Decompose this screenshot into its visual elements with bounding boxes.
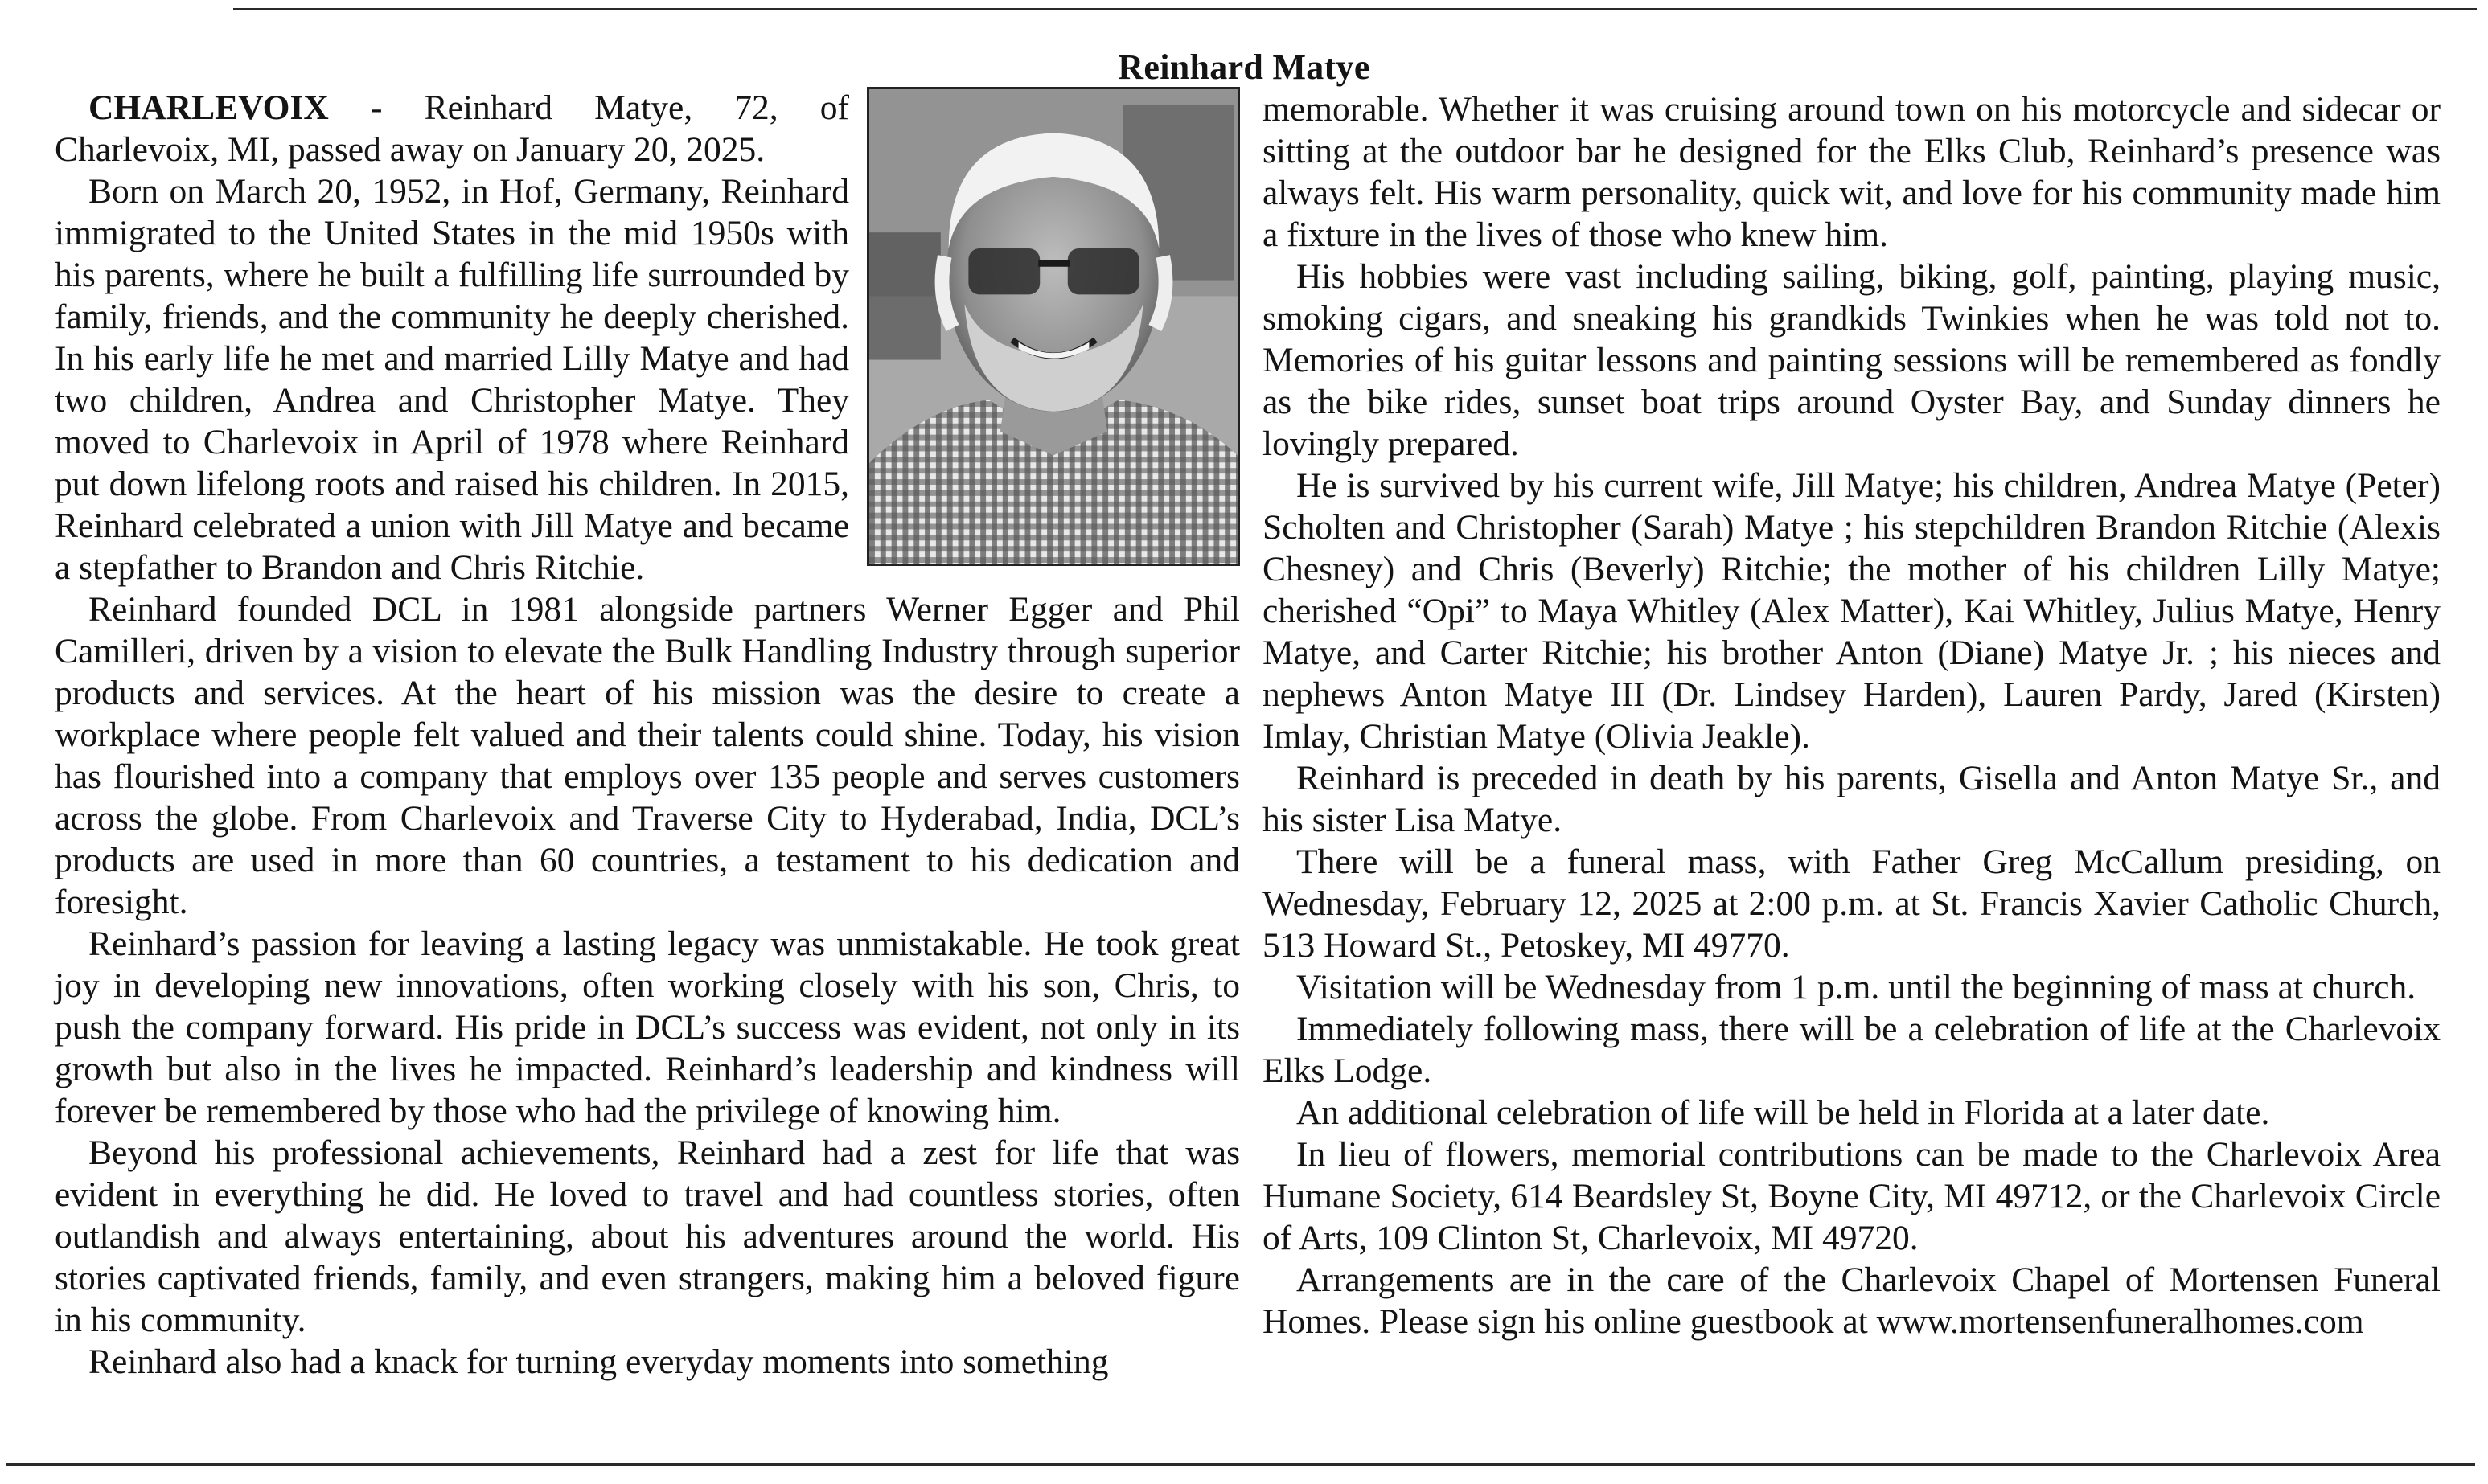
obituary-paragraph (55, 923, 1240, 1132)
paragraph-text: There will be a funeral mass, with Father Greg McCallum presiding, on Wednesday, February 12, 2025 at 2:00 p.m. at St. Francis Xavier Catholic Church, 513 Howard St., Petoskey, MI 49770. (1262, 842, 2441, 965)
obituary-paragraph (1262, 1259, 2441, 1343)
right-column (1262, 88, 2441, 1343)
paragraph-text: Reinhard’s passion for leaving a lasting legacy was unmistakable. He took great joy in developing new innovations, often working closely with his son, Chris, to push the company forward. His pride in DCL’s success was evident, not only in its growth but also in the lives he impacted. Reinhard’s leadership and kindness will forever be remembered by those who had the privilege of knowing him. (55, 924, 1240, 1130)
paragraph-text: In lieu of flowers, memorial contributions can be made to the Charlevoix Area Humane Society, 614 Beardsley St, Boyne City, MI 49712, or the Charlevoix Circle of Arts, 109 Clinton St, Charlevoix, MI 49720. (1262, 1135, 2441, 1257)
paragraph-text: memorable. Whether it was cruising around town on his motorcycle and sidecar or sitting at the outdoor bar he designed for the Elks Club, Reinhard’s presence was always felt. His warm personality, quick wit, and love for his community made him a fixture in the lives of those who knew him. (1262, 90, 2441, 254)
paragraph-text: He is survived by his current wife, Jill Matye; his children, Andrea Matye (Peter) Scholten and Christopher (Sarah) Matye ; his stepchildren Brandon Ritchie (Alexis Chesney) and Chris (Beverly) Ritchie; the mother of his children Lilly Matye; cherished “Opi” to Maya Whitley (Alex Matter), Kai Whitley, Julius Matye, Henry Matye, and Carter Ritchie; his brother Anton (Diane) Matye Jr. ; his nieces and nephews Anton Matye III (Dr. Lindsey Harden), Lauren Pardy, Jared (Kirsten) Imlay, Christian Matye (Olivia Jeakle). (1262, 466, 2441, 756)
paragraph-text: Born on March 20, 1952, in Hof, Germany, Reinhard immigrated to the United States in the mid 1950s with his parents, where he built a fulfilling life surrounded by family, friends, and the community he deeply cherished. In his early life he met and married Lilly Matye and had two children, Andrea and Christopher Matye. They moved to Charlevoix in April of 1978 where Reinhard put down lifelong roots and raised his children. In 2015, Reinhard celebrated a union with Jill Matye and became a stepfather to Brandon and Chris Ritchie. (55, 172, 849, 587)
bottom-rule (6, 1463, 2475, 1466)
paragraph-text: Reinhard also had a knack for turning everyday moments into something (88, 1343, 1109, 1381)
paragraph-text: Reinhard founded DCL in 1981 alongside partners Werner Egger and Phil Camilleri, driven by a vision to elevate the Bulk Handling Industry through superior products and services. At the heart of his mission was the desire to create a workplace where people felt valued and their talents could shine. Today, his vision has flourished into a company that employs over 135 people and serves customers across the globe. From Charlevoix and Traverse City to Hyderabad, India, DCL’s products are used in more than 60 countries, a testament to his dedication and foresight. (55, 590, 1240, 921)
obituary-paragraph (1262, 1092, 2441, 1133)
paragraph-text: Immediately following mass, there will be a celebration of life at the Charlevoix Elks Lodge. (1262, 1010, 2441, 1090)
obituary-paragraph (1262, 256, 2441, 465)
obituary-headline: Reinhard Matye (1118, 47, 1370, 88)
paragraph-text: Arrangements are in the care of the Charlevoix Chapel of Mortensen Funeral Homes. Please sign his online guestbook at www.mortensenfuneralhomes.com (1262, 1261, 2441, 1341)
dateline: CHARLEVOIX (88, 88, 329, 127)
obituary-paragraph (55, 1132, 1240, 1341)
paragraph-text: Visitation will be Wednesday from 1 p.m. until the beginning of mass at church. (1296, 968, 2416, 1006)
paragraph-text: An additional celebration of life will be held in Florida at a later date. (1296, 1093, 2270, 1132)
top-rule (233, 8, 2477, 10)
paragraph-text: - Reinhard Matye, 72, of Charlevoix, MI, passed away on January 20, 2025. (55, 88, 849, 169)
obituary-paragraph (1262, 1133, 2441, 1259)
obituary-paragraph (1262, 841, 2441, 966)
paragraph-text: Beyond his professional achievements, Reinhard had a zest for life that was evident in everything he did. He loved to travel and had countless stories, often outlandish and always entertaining, about his adventures around the world. His stories captivated friends, family, and even strangers, making him a beloved figure in his community. (55, 1133, 1240, 1339)
obituary-paragraph (1262, 1008, 2441, 1092)
obituary-paragraph (1262, 88, 2441, 256)
paragraph-text: Reinhard is preceded in death by his parents, Gisella and Anton Matye Sr., and his sister Lisa Matye. (1262, 759, 2441, 839)
paragraph-text: His hobbies were vast including sailing, biking, golf, painting, playing music, smoking cigars, and sneaking his grandkids Twinkies when he was told not to. Memories of his guitar lessons and painting sessions will be remembered as fondly as the bike rides, sunset boat trips around Oyster Bay, and Sunday dinners he lovingly prepared. (1262, 257, 2441, 463)
obituary-paragraph (55, 1341, 1240, 1383)
obituary-paragraph (55, 588, 1240, 923)
obituary-paragraph (1262, 465, 2441, 757)
left-column (55, 87, 1240, 1383)
portrait-image (869, 89, 1238, 564)
obituary-paragraph (1262, 757, 2441, 841)
portrait-photo (867, 87, 1240, 566)
obituary-paragraph (1262, 966, 2441, 1008)
